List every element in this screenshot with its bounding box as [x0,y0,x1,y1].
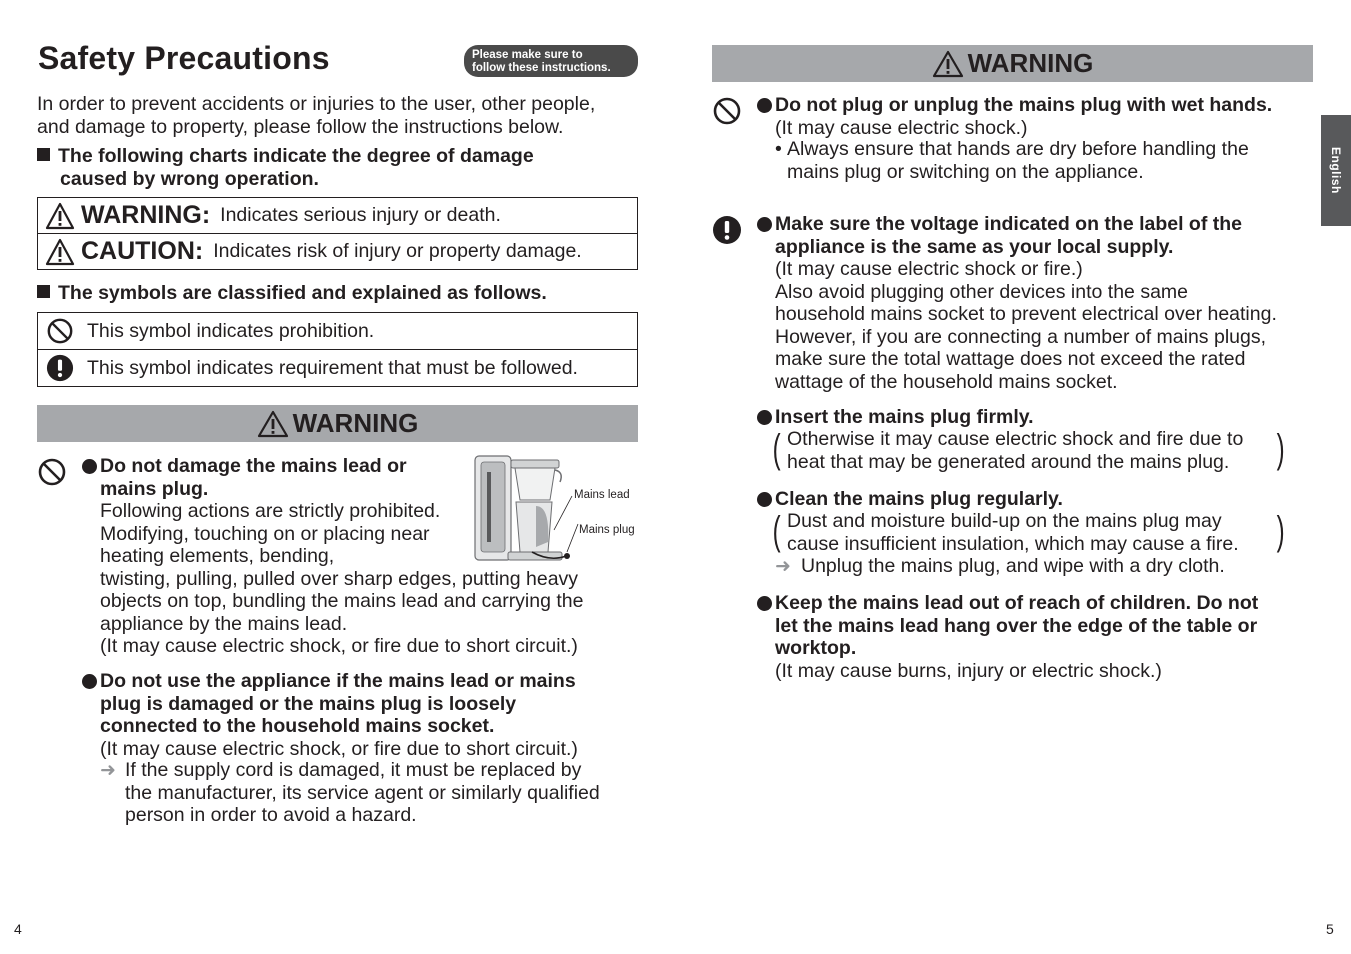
right-paren: ) [1276,427,1285,471]
item-body-line: household mains socket to prevent electrical over heating. [775,303,1277,325]
left-paren: ( [772,427,781,471]
paren-text-line: heat that may be generated around the mains plug. [787,450,1230,473]
right-item4-paren-text [787,510,1239,555]
degree-row-warning [38,198,637,233]
item-note: (It may cause electric shock, or fire due to short circuit.) [100,635,578,657]
item-heading-line: Do not damage the mains lead or [100,455,407,477]
page-title: Safety Precautions [38,40,330,76]
warning-banner-text: WARNING [967,48,1094,78]
square-bullet-icon [37,148,50,161]
symbol-row-requirement [38,349,637,386]
charts-heading [37,145,534,190]
intro-line: and damage to property, please follow the instructions below. [37,115,564,138]
coffee-maker-illustration [470,452,642,564]
charts-heading-line: caused by wrong operation. [60,167,319,190]
symbols-heading [37,282,547,305]
item-heading: Do not plug or unplug the mains plug with wet hands. [775,94,1273,116]
dot-bullet-icon: • [775,138,782,160]
item-heading-line: Do not use the appliance if the mains lead or mains [100,670,576,692]
item-body-line: Modifying, touching on or placing near [100,522,430,545]
page-number-right: 5 [1326,921,1334,937]
caution-description: Indicates risk of injury or property damage. [213,240,582,262]
item-body-line: However, if you are connecting a number of mains plugs, [775,325,1267,348]
mains-lead-label: Mains lead [574,489,630,501]
arrow-text-line: person in order to avoid a hazard. [125,804,417,826]
page-number-left: 4 [14,921,22,937]
warning-banner-left [37,405,638,442]
bullet-icon [757,596,772,611]
item-note: (It may cause electric shock.) [775,116,1028,139]
bullet-icon [757,492,772,507]
prohibition-icon [46,317,74,345]
left-item2-arrow-text [125,759,600,827]
item-heading-line: appliance is the same as your local supply. [775,235,1174,258]
intro-paragraph [37,93,595,138]
arrow-right-icon: ➜ [775,556,791,577]
warning-triangle-icon [45,202,75,230]
warning-description: Indicates serious injury or death. [220,204,501,226]
arrow-text-line: the manufacturer, its service agent or similarly qualified [125,781,600,804]
symbols-heading-text: The symbols are classified and explained as follows. [58,282,547,304]
right-item2 [775,213,1277,393]
prohibition-icon [712,96,742,126]
item-body-line: Following actions are strictly prohibited. [100,500,441,522]
symbols-table [37,312,638,387]
item-heading-line: Keep the mains lead out of reach of children. Do not [775,592,1259,614]
item-body-line: (It may cause electric shock or fire.) [775,258,1083,280]
item-note: (It may cause electric shock, or fire due to short circuit.) [100,737,578,760]
arrow-right-icon: ➜ [100,760,116,781]
item-body-line: appliance by the mains lead. [100,612,348,635]
warning-label: WARNING: [81,201,211,229]
right-item1 [775,94,1272,139]
prohibition-icon [37,457,67,487]
right-item4-heading: Clean the mains plug regularly. [775,488,1063,510]
right-item5 [775,592,1258,682]
language-tab: English [1321,115,1351,226]
right-paren: ) [1276,509,1285,553]
item-note: (It may cause burns, injury or electric shock.) [775,659,1162,682]
bullet-icon [757,217,772,232]
item-body-line: heating elements, bending, [100,545,335,567]
item-heading-line: connected to the household mains socket. [100,715,495,737]
badge-line: follow these instructions. [472,62,611,74]
mains-plug-label: Mains plug [579,524,635,536]
square-bullet-icon [37,285,50,298]
bullet-icon [757,98,772,113]
requirement-icon [46,354,74,382]
dot-text-line: Always ensure that hands are dry before handling the [787,138,1249,160]
requirement-description: This symbol indicates requirement that must be followed. [87,356,578,379]
right-item4-arrow-text: Unplug the mains plug, and wipe with a dry cloth. [801,555,1225,577]
caution-label: CAUTION: [81,237,204,265]
item-body-line: wattage of the household mains socket. [775,370,1118,393]
right-item3-paren-text [787,428,1243,473]
charts-heading-line: The following charts indicate the degree of damage [58,145,534,167]
bullet-icon [757,410,772,425]
arrow-text-line: If the supply cord is damaged, it must be replaced by [125,759,582,781]
requirement-icon [712,215,742,245]
warning-banner-right [712,45,1313,82]
paren-text-line: cause insufficient insulation, which may cause a fire. [787,532,1239,555]
badge-line: Please make sure to [472,49,583,61]
item-heading-line: plug is damaged or the mains plug is loosely [100,692,517,715]
caution-triangle-icon [45,238,75,266]
degree-row-caution [38,233,637,269]
warning-triangle-icon [932,50,964,78]
item-heading-line: Make sure the voltage indicated on the label of the [775,213,1243,235]
prohibition-description: This symbol indicates prohibition. [87,319,375,342]
paren-text-line: Otherwise it may cause electric shock and fire due to [787,428,1244,450]
paren-text-line: Dust and moisture build-up on the mains plug may [787,510,1222,532]
instruction-badge [464,45,638,77]
warning-triangle-icon [257,410,289,438]
bullet-icon [82,674,97,689]
item-body-line: objects on top, bundling the mains lead and carrying the [100,590,584,612]
right-item3-heading: Insert the mains plug firmly. [775,406,1034,428]
dot-text-line: mains plug or switching on the appliance. [787,160,1144,183]
item-heading-line: worktop. [775,637,857,659]
symbol-row-prohibition [38,313,637,349]
item-heading-line: let the mains lead hang over the edge of the table or [775,614,1258,637]
item-heading-line: mains plug. [100,477,209,500]
degree-table [37,197,638,270]
right-item1-dot-text [787,138,1249,183]
item-body-line: make sure the total wattage does not exceed the rated [775,348,1246,370]
item-body-line: twisting, pulling, pulled over sharp edges, putting heavy [100,567,579,590]
bullet-icon [82,459,97,474]
item-body-line: Also avoid plugging other devices into the same [775,280,1189,303]
left-item2 [100,670,578,760]
left-paren: ( [772,509,781,553]
warning-banner-text: WARNING [292,408,419,438]
intro-line: In order to prevent accidents or injuries to the user, other people, [37,93,596,115]
